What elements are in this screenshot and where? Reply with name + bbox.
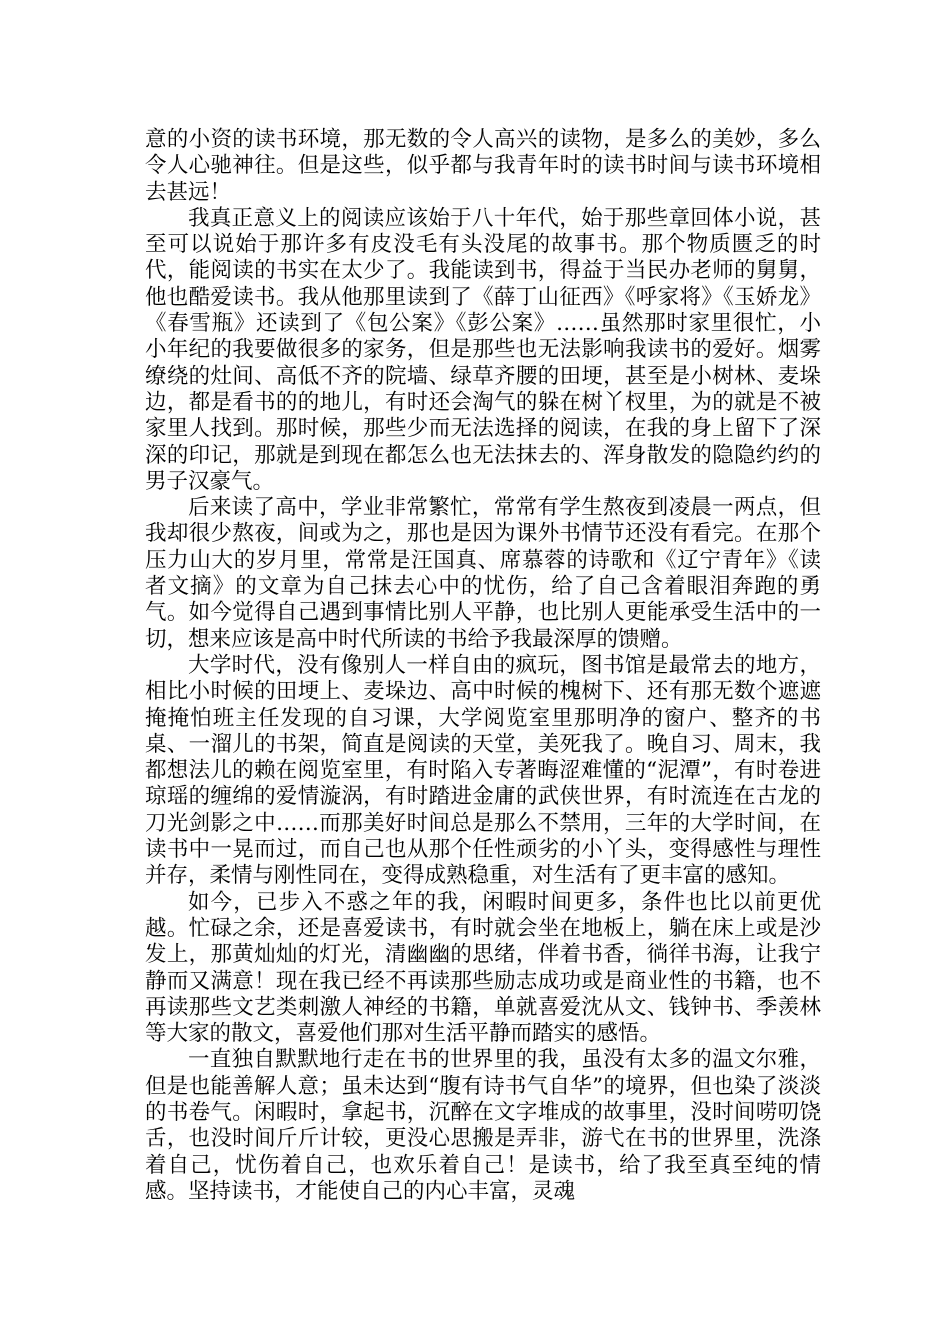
paragraph-2: 我真正意义上的阅读应该始于八十年代，始于那些章回体小说，甚至可以说始于那许多有皮没毛有头没尾的故事书。那个物质匮乏的时代，能阅读的书实在太少了。我能读到书，得益于当民办老师的舅舅，他也酷爱读书。我从他那里读到了《薛丁山征西》《呼家将》《玉娇龙》《春雪瓶》还读到了《包公案》《彭公案》……虽然那时家里很忙，小小年纪的我要做很多的家务，但是那些也无法影响我读书的爱好。烟雾缭绕的灶间、高低不齐的院墙、绿草齐腰的田埂，甚至是小树林、麦垛边，都是看书的的地儿，有时还会淘气的躲在树丫杈里，为的就是不被家里人找到。那时候，那些少而无法选择的阅读，在我的身上留下了深深的印记，那就是到现在都怎么也无法抹去的、浑身散发的隐隐约约的男子汉豪气。 (145, 205, 821, 494)
paragraph-1: 意的小资的读书环境，那无数的令人高兴的读物，是多么的美妙，多么令人心驰神往。但是这些，似乎都与我青年时的读书时间与读书环境相去甚远！ (145, 127, 821, 205)
paragraph-5: 如今，已步入不惑之年的我，闲暇时间更多，条件也比以前更优越。忙碌之余，还是喜爱读书，有时就会坐在地板上，躺在床上或是沙发上，那黄灿灿的灯光，清幽幽的思绪，伴着书香，徜徉书海，让我宁静而又满意！现在我已经不再读那些励志成功或是商业性的书籍，也不再读那些文艺类刺激人神经的书籍，单就喜爱沈从文、钱钟书、季羡林等大家的散文，喜爱他们那对生活平静而踏实的感悟。 (145, 889, 821, 1047)
paragraph-4: 大学时代，没有像别人一样自由的疯玩，图书馆是最常去的地方，相比小时候的田埂上、麦垛边、高中时候的槐树下、还有那无数个遮遮掩掩怕班主任发现的自习课，大学阅览室里那明净的窗户、整齐的书桌、一溜儿的书架，简直是阅读的天堂，美死我了。晚自习、周末，我都想法儿的赖在阅览室里，有时陷入专著晦涩难懂的“泥潭”，有时卷进琼瑶的缠绵的爱情漩涡，有时踏进金庸的武侠世界，有时流连在古龙的刀光剑影之中……而那美好时间总是那么不禁用，三年的大学时间，在读书中一晃而过，而自己也从那个任性顽劣的小丫头，变得感性与理性并存，柔情与刚性同在，变得成熟稳重，对生活有了更丰富的感知。 (145, 652, 821, 889)
paragraph-3: 后来读了高中，学业非常繁忙，常常有学生熬夜到凌晨一两点，但我却很少熬夜，间或为之，那也是因为课外书情节还没有看完。在那个压力山大的岁月里，常常是汪国真、席慕蓉的诗歌和《辽宁青年》《读者文摘》的文章为自己抹去心中的忧伤，给了自己含着眼泪奔跑的勇气。如今觉得自己遇到事情比别人平静，也比别人更能承受生活中的一切，想来应该是高中时代所读的书给予我最深厚的馈赠。 (145, 495, 821, 652)
paragraph-6: 一直独自默默地行走在书的世界里的我，虽没有太多的温文尔雅，但是也能善解人意；虽未达到“腹有诗书气自华”的境界，但也染了淡淡的书卷气。闲暇时，拿起书，沉醉在文字堆成的故事里，没时间唠叨饶舌，也没时间斤斤计较，更没心思搬是弄非，游弋在书的世界里，洗涤着自己，忧伤着自己，也欢乐着自己！是读书，给了我至真至纯的情感。坚持读书，才能使自己的内心丰富，灵魂 (145, 1047, 821, 1204)
document-page (145, 127, 821, 1205)
